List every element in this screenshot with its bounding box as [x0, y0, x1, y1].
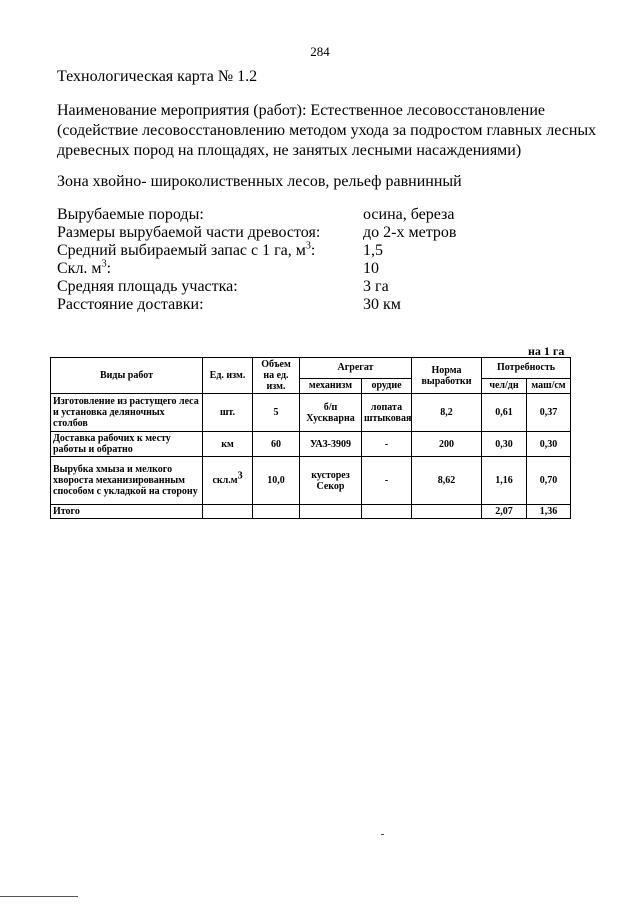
- header-man-days: чел/дн: [482, 378, 527, 393]
- superscript: 3: [237, 470, 243, 482]
- header-norm: Норма выработки: [412, 358, 482, 394]
- cell-norm: 200: [412, 432, 482, 457]
- footer-rule: [0, 896, 78, 897]
- superscript: 3: [101, 258, 107, 270]
- total-row: [51, 505, 571, 519]
- header-work-types: Виды работ: [51, 358, 203, 394]
- page-number: 284: [310, 44, 330, 59]
- cell-empty: [203, 505, 253, 519]
- header-tool: орудие: [362, 378, 412, 393]
- cell-tool: лопата штыковая: [362, 394, 412, 432]
- cell-volume: 60: [253, 432, 300, 457]
- cell-machine-shifts: 0,30: [527, 432, 571, 457]
- param-label: [57, 260, 363, 278]
- header-mechanism: механизм: [300, 378, 362, 393]
- cell-tool: -: [362, 432, 412, 457]
- param-value: 3 га: [363, 278, 389, 295]
- header-volume: Объем на ед. изм.: [253, 358, 300, 394]
- param-value: 30 км: [363, 296, 401, 313]
- cell-work: Изготовление из растущего леса и установка деляночных столбов: [51, 394, 203, 432]
- param-label: Размеры вырубаемой части древостоя:: [57, 224, 321, 241]
- cell-unit-main: скл.м: [212, 475, 238, 486]
- param-value: до 2-х метров: [363, 224, 457, 241]
- table-row: [51, 457, 571, 505]
- parameters-list: [57, 206, 456, 314]
- cell-volume: 5: [253, 394, 300, 432]
- event-name: Наименование мероприятия (работ): Естественное лесовосстановление (содействие лесовосстановлению методом ухода за подростом главных лесных древесных пород на площадях, не занятых лесными насаждениями): [57, 102, 597, 159]
- cell-work: Доставка рабочих к месту работы и обратно: [51, 432, 203, 457]
- cell-machine-shifts: 0,70: [527, 457, 571, 505]
- cell-empty: [253, 505, 300, 519]
- cell-tool: -: [362, 457, 412, 505]
- card-title: Технологическая карта № 1.2: [57, 68, 258, 85]
- scan-dot: [381, 834, 384, 835]
- cell-unit: км: [203, 432, 253, 457]
- cell-empty: [300, 505, 362, 519]
- header-unit: Ед. изм.: [203, 358, 253, 394]
- header-row: [51, 358, 571, 379]
- param-label: Расстояние доставки:: [57, 296, 204, 313]
- param-row: [57, 278, 456, 296]
- param-label-tail: :: [106, 260, 112, 277]
- param-label-main: Средний выбираемый запас с 1 га, м: [57, 242, 306, 259]
- param-row: [57, 296, 456, 314]
- cell-total-machine-shifts: 1,36: [527, 505, 571, 519]
- cell-unit: шт.: [203, 394, 253, 432]
- param-value: осина, береза: [363, 206, 455, 223]
- zone-description: Зона хвойно- широколиственных лесов, рельеф равнинный: [57, 173, 462, 190]
- cell-man-days: 0,61: [482, 394, 527, 432]
- param-row: [57, 224, 456, 242]
- cell-total-man-days: 2,07: [482, 505, 527, 519]
- param-row: [57, 260, 456, 278]
- param-label: Вырубаемые породы:: [57, 206, 204, 223]
- table-row: [51, 432, 571, 457]
- works-table: [50, 357, 571, 519]
- cell-mechanism: кусторез Секор: [300, 457, 362, 505]
- header-machine-shifts: маш/см: [527, 378, 571, 393]
- table-row: [51, 394, 571, 432]
- cell-total-label: Итого: [51, 505, 203, 519]
- cell-norm: 8,62: [412, 457, 482, 505]
- cell-norm: 8,2: [412, 394, 482, 432]
- cell-empty: [362, 505, 412, 519]
- param-label: Средняя площадь участка:: [57, 278, 238, 295]
- param-label-main: Скл. м: [57, 260, 102, 277]
- cell-empty: [412, 505, 482, 519]
- param-row: [57, 206, 456, 224]
- per-unit-note: на 1 га: [528, 344, 565, 358]
- cell-man-days: 0,30: [482, 432, 527, 457]
- param-row: [57, 242, 456, 260]
- cell-work: Вырубка хмыза и мелкого хвороста механизированным способом с укладкой на сторону: [51, 457, 203, 505]
- header-aggregate: Агрегат: [300, 358, 412, 379]
- param-value: 1,5: [363, 242, 383, 259]
- cell-man-days: 1,16: [482, 457, 527, 505]
- param-label: [57, 242, 363, 260]
- param-value: 10: [363, 260, 379, 277]
- cell-mechanism: УАЗ-3909: [300, 432, 362, 457]
- param-label-tail: :: [310, 242, 316, 259]
- cell-mechanism: б/п Хускварна: [300, 394, 362, 432]
- header-need: Потребность: [482, 358, 571, 379]
- superscript: 3: [305, 240, 311, 252]
- cell-volume: 10,0: [253, 457, 300, 505]
- cell-machine-shifts: 0,37: [527, 394, 571, 432]
- cell-unit: [203, 457, 253, 505]
